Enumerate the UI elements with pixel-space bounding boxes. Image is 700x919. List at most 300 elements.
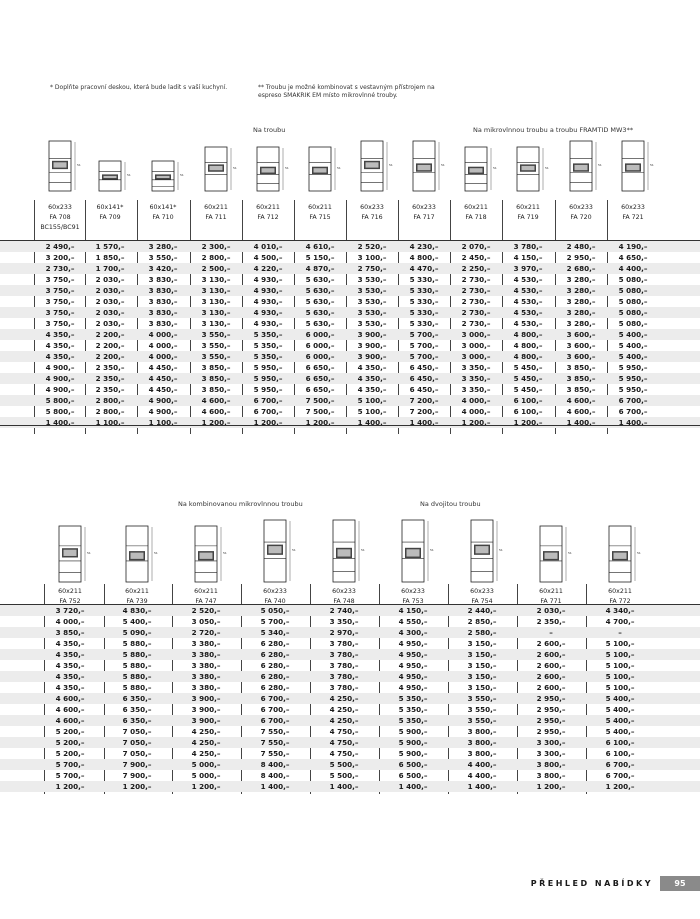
price-cell: 3 800,– xyxy=(467,727,497,736)
table-row xyxy=(0,693,700,704)
price-cell: 3 750,– xyxy=(45,319,75,328)
price-cell: 5 950,– xyxy=(618,363,648,372)
price-cell: 4 400,– xyxy=(467,760,497,769)
table-row xyxy=(0,737,700,748)
price-cell: 3 150,– xyxy=(467,683,497,692)
price-cell: 4 600,– xyxy=(566,407,596,416)
price-cell: 1 200,– xyxy=(55,782,85,791)
table-row xyxy=(0,715,700,726)
price-cell: 3 850,– xyxy=(201,363,231,372)
price-cell: 1 400,– xyxy=(398,782,428,791)
price-cell: 1 400,– xyxy=(618,418,648,427)
top-table-end-rule xyxy=(0,425,700,426)
column-code: FA 719 xyxy=(517,214,539,221)
price-cell: 1 200,– xyxy=(122,782,152,791)
price-cell: 1 100,– xyxy=(95,418,125,427)
svg-text:51: 51 xyxy=(180,173,184,177)
svg-text:51: 51 xyxy=(598,163,602,167)
price-cell: 2 500,– xyxy=(201,264,231,273)
price-cell: 4 350,– xyxy=(55,650,85,659)
price-cell: 6 650,– xyxy=(305,385,335,394)
column-code: FA 716 xyxy=(361,214,383,221)
price-cell: 3 830,– xyxy=(148,297,178,306)
price-cell: 3 850,– xyxy=(566,385,596,394)
price-cell: 3 850,– xyxy=(566,374,596,383)
price-cell: 5 330,– xyxy=(409,308,439,317)
cabinet-drawing xyxy=(125,525,159,583)
price-cell: 3 000,– xyxy=(461,352,491,361)
price-cell: 4 450,– xyxy=(148,385,178,394)
price-cell: 5 200,– xyxy=(55,738,85,747)
column-size: 60x233 xyxy=(48,204,72,211)
price-cell: 2 720,– xyxy=(191,628,221,637)
price-cell: 4 350,– xyxy=(45,330,75,339)
price-cell: 6 700,– xyxy=(618,396,648,405)
table-row xyxy=(0,362,700,373)
price-cell: 3 850,– xyxy=(201,385,231,394)
table-row xyxy=(0,263,700,274)
price-cell: 3 350,– xyxy=(461,385,491,394)
column-size: 60x211 xyxy=(308,204,332,211)
price-cell: 5 700,– xyxy=(55,771,85,780)
price-cell: 2 600,– xyxy=(536,639,566,648)
price-cell: 5 630,– xyxy=(305,286,335,295)
column-header xyxy=(242,203,294,223)
price-cell: 4 530,– xyxy=(513,286,543,295)
svg-text:51: 51 xyxy=(87,551,91,555)
svg-text:51: 51 xyxy=(441,163,445,167)
price-cell: 5 080,– xyxy=(618,286,648,295)
column-code: FA 740 xyxy=(264,598,286,605)
cabinet-drawing xyxy=(98,160,132,192)
price-cell: 5 080,– xyxy=(618,297,648,306)
price-cell: 1 200,– xyxy=(253,418,283,427)
price-cell: 5 080,– xyxy=(618,308,648,317)
price-cell: 1 570,– xyxy=(95,242,125,251)
price-cell: 3 300,– xyxy=(536,738,566,747)
price-cell: 2 600,– xyxy=(536,672,566,681)
table-row xyxy=(0,417,700,428)
price-cell: 3 830,– xyxy=(148,319,178,328)
price-cell: – xyxy=(618,628,622,637)
price-cell: 1 400,– xyxy=(566,418,596,427)
cabinet-drawing xyxy=(308,146,342,192)
column-size: 60x211 xyxy=(125,588,149,595)
price-cell: 3 000,– xyxy=(461,341,491,350)
price-cell: 6 280,– xyxy=(260,639,290,648)
price-cell: 4 530,– xyxy=(513,319,543,328)
price-cell: 5 100,– xyxy=(605,661,635,670)
price-cell: 6 650,– xyxy=(305,374,335,383)
price-cell: 2 030,– xyxy=(95,319,125,328)
group-label-double-oven: Na dvojitou troubu xyxy=(420,500,481,508)
price-cell: 2 850,– xyxy=(467,617,497,626)
table-row xyxy=(0,682,700,693)
column-code: FA 748 xyxy=(333,598,355,605)
cabinet-drawing xyxy=(569,140,603,192)
price-cell: 3 750,– xyxy=(45,297,75,306)
price-cell: 2 950,– xyxy=(536,694,566,703)
price-cell: 5 630,– xyxy=(305,319,335,328)
price-cell: 5 900,– xyxy=(398,738,428,747)
price-cell: 3 550,– xyxy=(467,705,497,714)
column-extra: BC155/BC91 xyxy=(40,224,80,231)
table-row xyxy=(0,329,700,340)
price-cell: 5 450,– xyxy=(513,385,543,394)
price-cell: 6 350,– xyxy=(122,694,152,703)
price-cell: 4 010,– xyxy=(253,242,283,251)
price-cell: 1 400,– xyxy=(260,782,290,791)
price-cell: 3 200,– xyxy=(45,253,75,262)
cabinet-drawing xyxy=(332,519,366,583)
svg-text:51: 51 xyxy=(389,163,393,167)
price-cell: 2 730,– xyxy=(461,308,491,317)
price-cell: 5 950,– xyxy=(618,385,648,394)
price-cell: 7 200,– xyxy=(409,396,439,405)
table-row xyxy=(0,384,700,395)
svg-text:51: 51 xyxy=(499,548,503,552)
price-cell: 5 400,– xyxy=(605,727,635,736)
price-cell: 6 000,– xyxy=(305,352,335,361)
price-cell: 3 550,– xyxy=(467,694,497,703)
price-cell: 3 800,– xyxy=(536,760,566,769)
column-size: 60x233 xyxy=(263,588,287,595)
price-cell: 2 600,– xyxy=(536,650,566,659)
price-cell: 7 900,– xyxy=(122,760,152,769)
price-cell: 6 280,– xyxy=(260,683,290,692)
price-cell: 5 400,– xyxy=(605,716,635,725)
svg-text:51: 51 xyxy=(337,166,341,170)
price-cell: 2 800,– xyxy=(95,407,125,416)
price-cell: 2 300,– xyxy=(201,242,231,251)
price-cell: 4 350,– xyxy=(357,363,387,372)
price-cell: 4 950,– xyxy=(398,650,428,659)
price-cell: 2 200,– xyxy=(95,330,125,339)
column-code: FA 717 xyxy=(413,214,435,221)
column-size: 60x233 xyxy=(360,204,384,211)
price-cell: 4 800,– xyxy=(409,253,439,262)
price-cell: 5 400,– xyxy=(618,341,648,350)
price-cell: 5 350,– xyxy=(398,705,428,714)
price-cell: 5 800,– xyxy=(45,407,75,416)
price-cell: 5 200,– xyxy=(55,727,85,736)
price-cell: 5 100,– xyxy=(357,407,387,416)
price-cell: 3 150,– xyxy=(467,661,497,670)
table-row xyxy=(0,627,700,638)
price-cell: 3 380,– xyxy=(191,683,221,692)
table-row xyxy=(0,671,700,682)
column-size: 60x211 xyxy=(539,588,563,595)
cabinet-drawing xyxy=(516,146,550,192)
price-cell: 5 350,– xyxy=(253,341,283,350)
column-size: 60x233 xyxy=(569,204,593,211)
price-cell: 3 150,– xyxy=(467,672,497,681)
price-cell: 4 450,– xyxy=(148,374,178,383)
column-header xyxy=(294,203,346,223)
price-cell: 1 200,– xyxy=(536,782,566,791)
price-cell: 5 400,– xyxy=(605,694,635,703)
price-cell: 3 280,– xyxy=(566,286,596,295)
price-cell: 6 350,– xyxy=(122,716,152,725)
price-cell: 4 930,– xyxy=(253,319,283,328)
price-cell: 5 340,– xyxy=(260,628,290,637)
top-price-table xyxy=(0,241,700,428)
cabinet-drawing xyxy=(263,519,297,583)
price-cell: 7 500,– xyxy=(305,396,335,405)
price-cell: 3 280,– xyxy=(566,319,596,328)
price-cell: 4 000,– xyxy=(148,341,178,350)
table-row xyxy=(0,748,700,759)
price-cell: 4 250,– xyxy=(191,738,221,747)
price-cell: 4 900,– xyxy=(148,396,178,405)
column-code: FA 754 xyxy=(471,598,493,605)
price-cell: 3 900,– xyxy=(357,341,387,350)
price-cell: 5 880,– xyxy=(122,661,152,670)
price-cell: 4 350,– xyxy=(357,374,387,383)
price-cell: 8 400,– xyxy=(260,760,290,769)
price-cell: 3 000,– xyxy=(461,330,491,339)
column-size: 60x233 xyxy=(412,204,436,211)
price-cell: 2 730,– xyxy=(461,319,491,328)
price-cell: 1 200,– xyxy=(605,782,635,791)
svg-text:51: 51 xyxy=(77,163,81,167)
table-row xyxy=(0,351,700,362)
svg-text:51: 51 xyxy=(127,173,131,177)
cabinet-drawing xyxy=(151,160,185,192)
price-cell: 4 000,– xyxy=(461,396,491,405)
price-cell: 2 250,– xyxy=(461,264,491,273)
column-code: FA 752 xyxy=(59,598,81,605)
price-cell: 4 900,– xyxy=(45,385,75,394)
price-cell: 3 850,– xyxy=(55,628,85,637)
price-cell: 4 350,– xyxy=(55,661,85,670)
price-cell: 3 550,– xyxy=(201,352,231,361)
price-cell: 4 600,– xyxy=(201,407,231,416)
column-code: FA 771 xyxy=(540,598,562,605)
price-cell: 3 530,– xyxy=(357,308,387,317)
price-cell: 3 780,– xyxy=(329,650,359,659)
price-cell: 2 600,– xyxy=(536,683,566,692)
table-row xyxy=(0,605,700,616)
price-cell: 6 280,– xyxy=(260,672,290,681)
price-cell: 5 630,– xyxy=(305,297,335,306)
price-cell: 4 950,– xyxy=(398,661,428,670)
price-cell: 4 550,– xyxy=(398,617,428,626)
column-header xyxy=(84,203,136,223)
column-size: 60x211 xyxy=(194,588,218,595)
table-row xyxy=(0,285,700,296)
svg-text:51: 51 xyxy=(223,551,227,555)
price-cell: 4 700,– xyxy=(605,617,635,626)
price-cell: 3 130,– xyxy=(201,286,231,295)
price-cell: 5 500,– xyxy=(329,771,359,780)
price-cell: 5 900,– xyxy=(398,749,428,758)
column-code: FA 753 xyxy=(402,598,424,605)
price-cell: 5 000,– xyxy=(191,760,221,769)
price-cell: 4 650,– xyxy=(618,253,648,262)
price-cell: 4 470,– xyxy=(409,264,439,273)
cabinet-drawing xyxy=(194,525,228,583)
table-row xyxy=(0,395,700,406)
cabinet-drawing xyxy=(608,525,642,583)
price-cell: 5 090,– xyxy=(122,628,152,637)
price-cell: 4 600,– xyxy=(55,705,85,714)
price-cell: 2 740,– xyxy=(329,606,359,615)
price-cell: 3 830,– xyxy=(148,286,178,295)
table-row xyxy=(0,373,700,384)
price-cell: 4 600,– xyxy=(566,396,596,405)
price-cell: 3 130,– xyxy=(201,308,231,317)
table-row xyxy=(0,241,700,252)
price-cell: 3 900,– xyxy=(191,705,221,714)
price-cell: 2 730,– xyxy=(461,275,491,284)
table-row xyxy=(0,759,700,770)
footnote-espresso: ** Troubu je možné kombinovat s vestavným přístrojem na espreso SMAKRIK EM místo mikrovlnné trouby. xyxy=(258,84,435,99)
price-cell: 5 400,– xyxy=(122,617,152,626)
column-size: 60x141* xyxy=(96,204,124,211)
price-cell: 4 900,– xyxy=(148,407,178,416)
price-cell: 3 550,– xyxy=(201,341,231,350)
column-size: 60x211 xyxy=(516,204,540,211)
price-cell: 4 250,– xyxy=(191,727,221,736)
table-row xyxy=(0,296,700,307)
price-cell: 3 830,– xyxy=(148,308,178,317)
price-cell: 3 970,– xyxy=(513,264,543,273)
price-cell: 5 080,– xyxy=(618,319,648,328)
cabinet-drawing xyxy=(204,146,238,192)
price-cell: 4 870,– xyxy=(305,264,335,273)
price-cell: 5 200,– xyxy=(55,749,85,758)
svg-text:51: 51 xyxy=(493,166,497,170)
table-row xyxy=(0,616,700,627)
price-cell: 4 300,– xyxy=(398,628,428,637)
price-cell: 4 950,– xyxy=(398,683,428,692)
price-cell: 5 630,– xyxy=(305,275,335,284)
price-cell: 3 900,– xyxy=(191,694,221,703)
price-cell: 4 900,– xyxy=(45,374,75,383)
svg-text:51: 51 xyxy=(545,166,549,170)
price-cell: 4 000,– xyxy=(148,352,178,361)
price-cell: 6 650,– xyxy=(305,363,335,372)
price-cell: 5 100,– xyxy=(605,650,635,659)
column-size: 60x233 xyxy=(401,588,425,595)
column-code: FA 712 xyxy=(257,214,279,221)
price-cell: 3 900,– xyxy=(191,716,221,725)
table-row xyxy=(0,638,700,649)
price-cell: 3 350,– xyxy=(461,363,491,372)
price-cell: 3 600,– xyxy=(566,352,596,361)
price-cell: 3 530,– xyxy=(357,275,387,284)
price-cell: 3 780,– xyxy=(329,683,359,692)
price-cell: 4 930,– xyxy=(253,275,283,284)
price-cell: 5 150,– xyxy=(305,253,335,262)
column-size: 60x233 xyxy=(332,588,356,595)
price-cell: 2 950,– xyxy=(566,253,596,262)
price-cell: 2 350,– xyxy=(95,385,125,394)
price-cell: 5 100,– xyxy=(605,683,635,692)
price-cell: 6 700,– xyxy=(605,760,635,769)
price-cell: 4 000,– xyxy=(148,330,178,339)
price-cell: 3 900,– xyxy=(357,330,387,339)
column-header xyxy=(346,203,398,223)
price-cell: 3 380,– xyxy=(191,672,221,681)
price-cell: 6 000,– xyxy=(305,330,335,339)
column-code: FA 708 xyxy=(49,214,71,221)
price-cell: 6 450,– xyxy=(409,363,439,372)
price-cell: 2 580,– xyxy=(467,628,497,637)
price-cell: 1 400,– xyxy=(467,782,497,791)
price-cell: 4 150,– xyxy=(513,253,543,262)
table-row xyxy=(0,704,700,715)
price-cell: 7 550,– xyxy=(260,749,290,758)
cabinet-drawing xyxy=(360,140,394,192)
price-cell: 3 600,– xyxy=(566,330,596,339)
table-row xyxy=(0,726,700,737)
price-cell: 6 700,– xyxy=(253,407,283,416)
price-cell: 5 350,– xyxy=(398,694,428,703)
price-cell: 5 350,– xyxy=(253,352,283,361)
cabinet-drawing xyxy=(58,525,92,583)
price-cell: 7 550,– xyxy=(260,738,290,747)
price-cell: 4 830,– xyxy=(122,606,152,615)
price-cell: 4 800,– xyxy=(513,330,543,339)
price-cell: 2 800,– xyxy=(95,396,125,405)
price-cell: 5 350,– xyxy=(253,330,283,339)
price-cell: 1 200,– xyxy=(305,418,335,427)
price-cell: 5 100,– xyxy=(605,672,635,681)
price-cell: 3 280,– xyxy=(566,275,596,284)
price-cell: 1 200,– xyxy=(201,418,231,427)
price-cell: 2 070,– xyxy=(461,242,491,251)
column-code: FA 715 xyxy=(309,214,331,221)
price-cell: 3 150,– xyxy=(467,639,497,648)
column-size: 60x211 xyxy=(608,588,632,595)
table-row xyxy=(0,770,700,781)
svg-text:51: 51 xyxy=(292,548,296,552)
svg-text:51: 51 xyxy=(154,551,158,555)
price-cell: 4 350,– xyxy=(55,639,85,648)
svg-text:51: 51 xyxy=(361,548,365,552)
price-cell: 4 250,– xyxy=(329,716,359,725)
cabinet-drawing xyxy=(621,140,655,192)
price-cell: 2 350,– xyxy=(95,363,125,372)
price-cell: 4 340,– xyxy=(605,606,635,615)
price-cell: 3 780,– xyxy=(329,672,359,681)
price-cell: 6 000,– xyxy=(305,341,335,350)
column-header xyxy=(555,203,607,223)
price-cell: 5 880,– xyxy=(122,639,152,648)
column-header xyxy=(34,203,86,233)
price-cell: 2 200,– xyxy=(95,352,125,361)
price-cell: 5 050,– xyxy=(260,606,290,615)
price-cell: 4 530,– xyxy=(513,297,543,306)
price-cell: 6 280,– xyxy=(260,650,290,659)
svg-text:51: 51 xyxy=(233,166,237,170)
price-cell: 4 450,– xyxy=(148,363,178,372)
price-cell: 3 800,– xyxy=(467,749,497,758)
price-cell: 4 350,– xyxy=(357,385,387,394)
column-code: FA 772 xyxy=(609,598,631,605)
page-footer xyxy=(531,876,700,891)
price-cell: – xyxy=(549,628,553,637)
price-cell: 3 420,– xyxy=(148,264,178,273)
price-cell: 4 750,– xyxy=(329,738,359,747)
price-cell: 2 950,– xyxy=(536,705,566,714)
price-cell: 3 280,– xyxy=(148,242,178,251)
price-cell: 4 800,– xyxy=(513,352,543,361)
column-code: FA 721 xyxy=(622,214,644,221)
price-cell: 7 550,– xyxy=(260,727,290,736)
